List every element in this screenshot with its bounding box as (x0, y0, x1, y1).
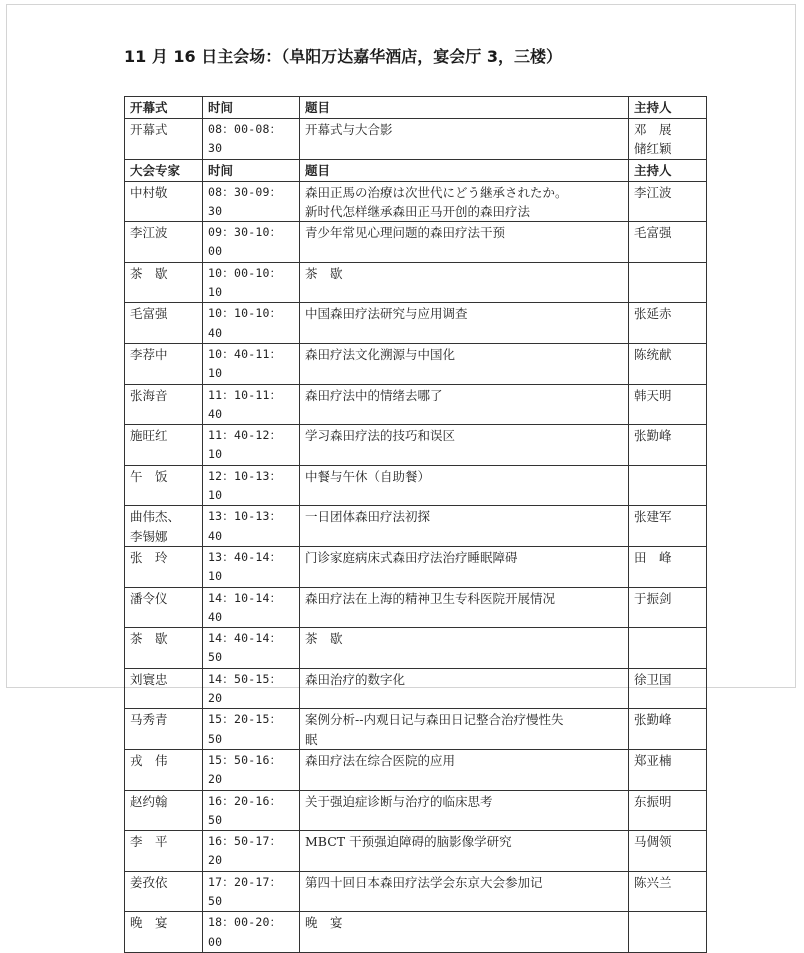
topic-header-cell (300, 159, 629, 181)
table-row (125, 587, 707, 628)
cell-line: 16：50-17：20 (208, 834, 282, 868)
time-cell (203, 262, 300, 303)
cell-line: 案例分析--内观日记与森田日记整合治疗慢性失 (305, 712, 564, 728)
cell-line: 森田治疗的数字化 (305, 671, 406, 687)
cell-line: 14：10-14：40 (208, 590, 282, 624)
speaker-cell (125, 343, 203, 384)
cell-line: 李江波 (634, 184, 672, 200)
table-row (125, 181, 707, 222)
table-row (125, 749, 707, 790)
table-row (125, 668, 707, 709)
topic-cell (300, 668, 629, 709)
cell-line: 李锡娜 (130, 528, 168, 544)
host-cell (629, 668, 707, 709)
host-cell (629, 465, 707, 506)
section-header-cell (125, 97, 203, 119)
time-cell (203, 425, 300, 466)
speaker-cell (125, 222, 203, 263)
cell-line: 茶 歇 (130, 631, 168, 647)
speaker-cell (125, 465, 203, 506)
speaker-cell (125, 749, 203, 790)
host-cell (629, 831, 707, 872)
cell-line: 午 饭 (130, 468, 168, 484)
cell-line: 09：30-10：00 (208, 225, 282, 259)
cell-line: 大会专家 (130, 162, 181, 178)
host-cell (629, 506, 707, 547)
cell-line: 张建军 (634, 509, 672, 525)
cell-line: 茶 歇 (305, 631, 343, 647)
cell-line: 13：10-13：40 (208, 509, 282, 543)
cell-line: 韩天明 (634, 387, 672, 403)
topic-cell (300, 119, 629, 160)
cell-line: 晚 宴 (130, 915, 168, 931)
time-cell (203, 384, 300, 425)
time-cell (203, 790, 300, 831)
cell-line: 森田疗法中的情绪去哪了 (305, 387, 443, 403)
speaker-cell (125, 831, 203, 872)
cell-line: 储红颖 (634, 141, 672, 157)
speaker-cell (125, 628, 203, 669)
topic-cell (300, 303, 629, 344)
cell-line: 森田疗法在上海的精神卫生专科医院开展情况 (305, 590, 556, 606)
table-header-row (125, 97, 707, 119)
cell-line: 中村敬 (130, 184, 168, 200)
host-cell (629, 119, 707, 160)
time-cell (203, 181, 300, 222)
cell-line: 徐卫国 (634, 671, 672, 687)
cell-line: 11：40-12：10 (208, 428, 282, 462)
cell-line: 陈兴兰 (634, 874, 672, 890)
cell-line: 10：00-10：10 (208, 265, 282, 300)
table-row (125, 790, 707, 831)
speaker-cell (125, 262, 203, 303)
cell-line: 潘令仪 (130, 590, 168, 606)
cell-line: 森田疗法文化溯源与中国化 (305, 346, 456, 362)
time-cell (203, 343, 300, 384)
time-cell (203, 506, 300, 547)
cell-line: 16：20-16：50 (208, 793, 282, 827)
cell-line: 张勤峰 (634, 712, 672, 728)
topic-cell (300, 506, 629, 547)
cell-line: 茶 歇 (305, 265, 343, 281)
cell-line: 马倜领 (634, 834, 672, 850)
cell-line: 张海音 (130, 387, 168, 403)
cell-line: 郑亚楠 (634, 752, 672, 768)
cell-line: 时间 (208, 100, 234, 115)
cell-line: MBCT 干预强迫障碍的脑影像学研究 (305, 834, 512, 850)
cell-line: 戎 伟 (130, 752, 168, 768)
cell-line: 曲伟杰、 (130, 509, 181, 525)
cell-line: 关于强迫症诊断与治疗的临床思考 (305, 793, 493, 809)
time-cell (203, 668, 300, 709)
cell-line: 10：40-11：10 (208, 346, 282, 381)
time-cell (203, 465, 300, 506)
speaker-cell (125, 303, 203, 344)
speaker-cell (125, 587, 203, 628)
topic-cell (300, 262, 629, 303)
speaker-cell (125, 790, 203, 831)
cell-line: 14：50-15：20 (208, 671, 282, 706)
cell-line: 18：00-20：00 (208, 915, 282, 949)
cell-line: 眠 (305, 731, 318, 747)
table-row (125, 871, 707, 912)
host-cell (629, 343, 707, 384)
cell-line: 时间 (208, 162, 234, 178)
topic-cell (300, 465, 629, 506)
topic-cell (300, 587, 629, 628)
cell-line: 陈统献 (634, 346, 672, 362)
cell-line: 中国森田疗法研究与应用调查 (305, 306, 468, 322)
page-title: 11 月 16 日主会场：（阜阳万达嘉华酒店，宴会厅 3，三楼） (124, 47, 562, 66)
time-cell (203, 749, 300, 790)
cell-line: 晚 宴 (305, 915, 343, 931)
cell-line: 姜孜依 (130, 874, 168, 890)
cell-line: 于振剑 (634, 590, 672, 606)
topic-cell (300, 749, 629, 790)
cell-line: 森田正馬の治療は次世代にどう継承されたか。 (305, 184, 568, 200)
table-row (125, 343, 707, 384)
cell-line: 17：20-17：50 (208, 874, 282, 908)
cell-line: 08：30-09：30 (208, 184, 282, 218)
host-cell (629, 303, 707, 344)
cell-line: 开幕式 (130, 122, 168, 137)
cell-line: 张 玲 (130, 549, 168, 565)
host-cell (629, 262, 707, 303)
time-cell (203, 587, 300, 628)
cell-line: 主持人 (634, 162, 672, 178)
table-row (125, 546, 707, 587)
cell-line: 邓 展 (634, 122, 672, 137)
cell-line: 12：10-13：10 (208, 468, 282, 503)
time-header-cell (203, 159, 300, 181)
cell-line: 青少年常见心理问题的森田疗法干预 (305, 225, 506, 241)
host-cell (629, 709, 707, 750)
schedule-table (124, 96, 707, 953)
time-cell (203, 912, 300, 953)
cell-line: 毛富强 (634, 225, 672, 241)
speaker-cell (125, 668, 203, 709)
cell-line: 题目 (305, 100, 331, 115)
table-row (125, 303, 707, 344)
cell-line: 主持人 (634, 100, 672, 115)
cell-line: 学习森田疗法的技巧和误区 (305, 428, 456, 444)
topic-cell (300, 222, 629, 263)
time-cell (203, 628, 300, 669)
table-row (125, 262, 707, 303)
topic-cell (300, 181, 629, 222)
cell-line: 田 峰 (634, 549, 672, 565)
table-row (125, 506, 707, 547)
host-cell (629, 790, 707, 831)
topic-header-cell (300, 97, 629, 119)
table-row (125, 831, 707, 872)
host-cell (629, 749, 707, 790)
cell-line: 施旺红 (130, 428, 168, 444)
cell-line: 15：20-15：50 (208, 712, 282, 746)
speaker-cell (125, 546, 203, 587)
cell-line: 赵约翰 (130, 793, 168, 809)
table-row (125, 912, 707, 953)
host-cell (629, 384, 707, 425)
speaker-cell (125, 506, 203, 547)
host-cell (629, 425, 707, 466)
host-cell (629, 587, 707, 628)
topic-cell (300, 871, 629, 912)
cell-line: 08：00-08：30 (208, 122, 282, 156)
topic-cell (300, 790, 629, 831)
time-cell (203, 709, 300, 750)
cell-line: 一日团体森田疗法初探 (305, 509, 431, 525)
cell-line: 开幕式与大合影 (305, 122, 393, 137)
table-row (125, 119, 707, 160)
section-header-cell (125, 159, 203, 181)
cell-line: 东振明 (634, 793, 672, 809)
time-cell (203, 119, 300, 160)
table-row (125, 465, 707, 506)
table-row (125, 425, 707, 466)
table-row (125, 709, 707, 750)
topic-cell (300, 384, 629, 425)
cell-line: 马秀青 (130, 712, 168, 728)
cell-line: 15：50-16：20 (208, 752, 282, 787)
cell-line: 开幕式 (130, 100, 168, 115)
time-cell (203, 871, 300, 912)
cell-line: 第四十回日本森田疗法学会东京大会参加记 (305, 874, 543, 890)
cell-line: 题目 (305, 162, 331, 178)
host-cell (629, 871, 707, 912)
topic-cell (300, 709, 629, 750)
time-header-cell (203, 97, 300, 119)
topic-cell (300, 546, 629, 587)
time-cell (203, 831, 300, 872)
speaker-cell (125, 912, 203, 953)
cell-line: 张延赤 (634, 306, 672, 322)
cell-line: 李 平 (130, 834, 168, 850)
table-row (125, 222, 707, 263)
cell-line: 李荐中 (130, 346, 168, 362)
topic-cell (300, 912, 629, 953)
host-cell (629, 222, 707, 263)
cell-line: 茶 歇 (130, 265, 168, 281)
time-cell (203, 546, 300, 587)
cell-line: 门诊家庭病床式森田疗法治疗睡眠障碍 (305, 549, 518, 565)
speaker-cell (125, 871, 203, 912)
table-row (125, 628, 707, 669)
schedule-body (125, 97, 707, 953)
table-row (125, 384, 707, 425)
cell-line: 新时代怎样继承森田正马开创的森田疗法 (305, 203, 531, 219)
cell-line: 森田疗法在综合医院的应用 (305, 752, 456, 768)
speaker-cell (125, 384, 203, 425)
host-header-cell (629, 97, 707, 119)
table-header-row (125, 159, 707, 181)
topic-cell (300, 831, 629, 872)
cell-line: 中餐与午休（自助餐） (305, 468, 431, 484)
speaker-cell (125, 181, 203, 222)
speaker-cell (125, 119, 203, 160)
host-cell (629, 628, 707, 669)
host-cell (629, 181, 707, 222)
topic-cell (300, 628, 629, 669)
host-cell (629, 546, 707, 587)
cell-line: 10：10-10：40 (208, 306, 282, 340)
time-cell (203, 222, 300, 263)
host-header-cell (629, 159, 707, 181)
topic-cell (300, 343, 629, 384)
cell-line: 毛富强 (130, 306, 168, 322)
cell-line: 刘寰忠 (130, 671, 168, 687)
cell-line: 11：10-11：40 (208, 387, 282, 421)
time-cell (203, 303, 300, 344)
cell-line: 李江波 (130, 225, 168, 241)
cell-line: 张勤峰 (634, 428, 672, 444)
cell-line: 14：40-14：50 (208, 631, 282, 665)
speaker-cell (125, 709, 203, 750)
host-cell (629, 912, 707, 953)
speaker-cell (125, 425, 203, 466)
cell-line: 13：40-14：10 (208, 549, 282, 584)
topic-cell (300, 425, 629, 466)
